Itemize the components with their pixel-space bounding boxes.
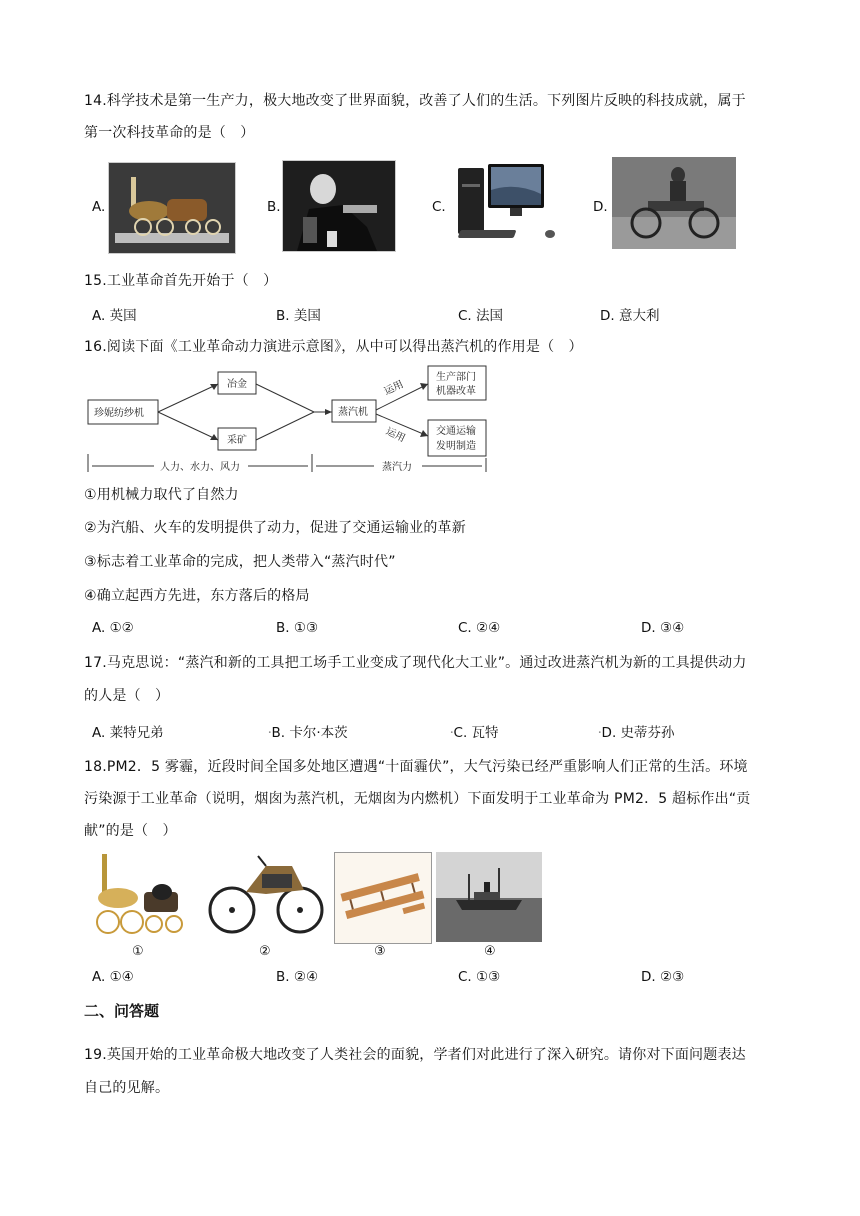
q14-stem-line1: 14.科学技术是第一生产力，极大地改变了世界面貌，改善了人们的生活。下列图片反映的科技成就，属于 <box>84 93 746 109</box>
early-car-photo <box>612 157 736 249</box>
q18-stem-line1: 18.PM2．5 雾霾，近段时间全国多处地区遭遇“十面霾伏”，大气污染已经严重影响人们正常的生活。环境 <box>84 759 748 775</box>
image-label-3: ③ <box>374 944 386 959</box>
diagram-box-production-2: 机器改革 <box>436 386 476 397</box>
q18-option-d[interactable]: D. ②③ <box>641 969 685 985</box>
diagram-box-mining: 采矿 <box>227 435 247 446</box>
q16-stem: 16.阅读下面《工业革命动力演进示意图》，从中可以得出蒸汽机的作用是（ ） <box>84 339 583 355</box>
q16-statement-4: ④确立起西方先进，东方落后的格局 <box>84 588 310 604</box>
diagram-box-production-1: 生产部门 <box>436 372 476 383</box>
edison-photo <box>282 160 396 252</box>
q18-option-b[interactable]: B. ②④ <box>276 969 319 985</box>
section-heading: 二、问答题 <box>84 1002 160 1020</box>
q18-stem-line3: 献”的是（ ） <box>84 823 177 839</box>
diagram-label-use-2: 运用 <box>383 426 407 445</box>
q17-option-b[interactable]: •B. 卡尔·本茨 <box>268 725 348 741</box>
q14-option-a[interactable]: A. <box>92 199 106 215</box>
q14-option-c[interactable]: C. <box>432 199 446 215</box>
power-evolution-diagram <box>84 362 494 476</box>
q15-option-d[interactable]: D. 意大利 <box>600 308 660 324</box>
q19-stem-line1: 19.英国开始的工业革命极大地改变了人类社会的面貌，学者们对此进行了深入研究。请你对下面问题表达 <box>84 1047 746 1063</box>
image-label-2: ② <box>259 944 271 959</box>
q14-option-d[interactable]: D. <box>593 199 608 215</box>
diagram-label-use-1: 运用 <box>382 379 406 398</box>
q17-stem-line2: 的人是（ ） <box>84 688 170 704</box>
diagram-box-transport-2: 发明制造 <box>436 441 476 452</box>
q16-option-d[interactable]: D. ③④ <box>641 620 685 636</box>
q17-stem-line1: 17.马克思说：“蒸汽和新的工具把工场手工业变成了现代化大工业”。通过改进蒸汽机为新的工具提供动力 <box>84 655 747 671</box>
q16-statement-1: ①用机械力取代了自然力 <box>84 487 239 503</box>
steamship-image <box>436 852 542 942</box>
q15-option-c[interactable]: C. 法国 <box>458 308 504 324</box>
q18-option-c[interactable]: C. ①③ <box>458 969 501 985</box>
q17-option-c[interactable]: •C. 瓦特 <box>450 725 499 741</box>
steam-locomotive-image <box>88 852 188 942</box>
q14-stem-line2: 第一次科技革命的是（ ） <box>84 125 255 141</box>
diagram-box-transport-1: 交通运输 <box>436 426 476 437</box>
locomotive-photo <box>108 162 236 254</box>
q16-option-c[interactable]: C. ②④ <box>458 620 501 636</box>
airplane-image <box>334 852 432 944</box>
q17-option-a[interactable]: A. 莱特兄弟 <box>92 725 164 741</box>
q16-option-a[interactable]: A. ①② <box>92 620 134 636</box>
q18-option-a[interactable]: A. ①④ <box>92 969 134 985</box>
q16-statement-2: ②为汽船、火车的发明提供了动力，促进了交通运输业的革新 <box>84 520 466 536</box>
computer-photo <box>450 160 562 246</box>
bullet-dot-icon: • <box>598 729 602 737</box>
diagram-label-steam-power: 蒸汽力 <box>382 462 412 473</box>
q16-option-b[interactable]: B. ①③ <box>276 620 319 636</box>
q15-stem: 15.工业革命首先开始于（ ） <box>84 273 278 289</box>
bullet-dot-icon: • <box>450 729 454 737</box>
image-label-1: ① <box>132 944 144 959</box>
q17-option-d[interactable]: •D. 史蒂芬孙 <box>598 725 675 741</box>
q15-option-a[interactable]: A. 英国 <box>92 308 137 324</box>
image-label-4: ④ <box>484 944 496 959</box>
diagram-box-spinning-jenny: 珍妮纺纱机 <box>94 408 144 419</box>
q15-option-b[interactable]: B. 美国 <box>276 308 321 324</box>
diagram-label-natural-power: 人力、水力、风力 <box>160 462 240 473</box>
q14-option-b[interactable]: B. <box>267 199 281 215</box>
q19-stem-line2: 自己的见解。 <box>84 1080 170 1096</box>
benz-car-image <box>206 852 326 942</box>
bullet-dot-icon: • <box>268 729 272 737</box>
q18-stem-line2: 污染源于工业革命（说明，烟囱为蒸汽机，无烟囱为内燃机）下面发明于工业革命为 PM2．5 超标作出“贡 <box>84 791 751 807</box>
diagram-box-steam-engine: 蒸汽机 <box>338 407 368 418</box>
q16-statement-3: ③标志着工业革命的完成，把人类带入“蒸汽时代” <box>84 554 396 570</box>
diagram-box-smelting: 冶金 <box>227 379 247 390</box>
